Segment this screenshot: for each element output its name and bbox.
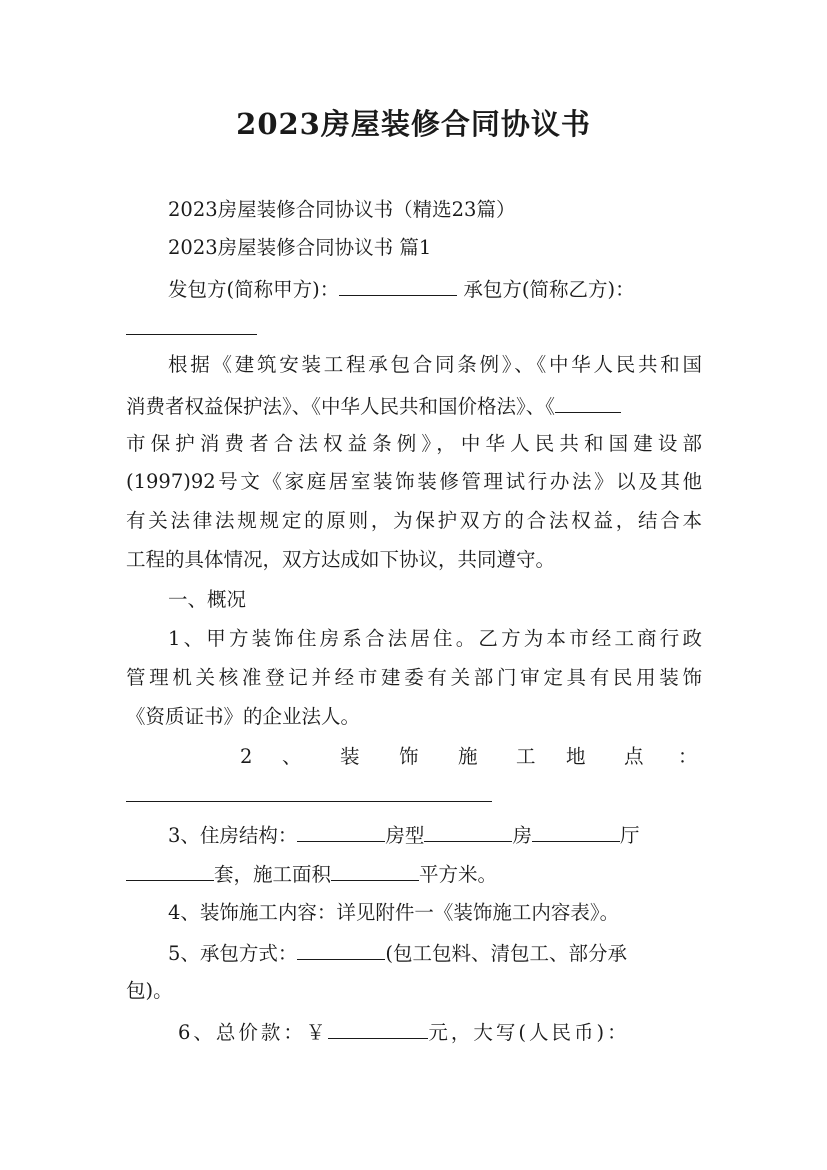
clause5-line-1: 5、承包方式： (包工包料、清包工、部分承 xyxy=(168,937,702,969)
clause2-char: 点 xyxy=(624,745,644,768)
document-subtitle: 2023房屋装修合同协议书（精选23篇） xyxy=(168,198,516,221)
total-price-blank xyxy=(328,1016,428,1039)
clause3-line-1: 3、住房结构： 房型 房 厅 xyxy=(168,819,708,851)
clause1-line-3: 《资质证书》的企业法人。 xyxy=(126,705,361,728)
document-title: 2023房屋装修合同协议书 xyxy=(236,107,591,141)
clause2-char: 2 xyxy=(240,745,253,768)
preamble-line-1: 根据《建筑安装工程承包合同条例》、《中华人民共和国 xyxy=(168,353,702,376)
preamble-line-2: 消费者权益保护法》、《中华人民共和国价格法》、《 xyxy=(126,390,702,422)
clause2-char: 地 xyxy=(566,745,586,768)
contractor-label: 承包方(简称乙方)： xyxy=(463,278,635,301)
clause2-char: 施 xyxy=(458,745,478,768)
clause2-char: 、 xyxy=(282,745,302,768)
clause2-char: ： xyxy=(678,745,698,768)
parties-line xyxy=(168,273,744,305)
clause1-line-2: 管理机关核准登记并经市建委有关部门审定具有民用装饰 xyxy=(126,666,702,689)
clause5-line-2: 包)。 xyxy=(126,979,173,1002)
part-heading: 2023房屋装修合同协议书 篇1 xyxy=(168,236,432,259)
clause2-line xyxy=(0,742,827,772)
section1-heading: 一、概况 xyxy=(168,588,247,611)
sets-blank xyxy=(126,858,214,881)
city-blank xyxy=(555,390,621,413)
clause6-line: 6、总价款：￥ 元，大写(人民币)： xyxy=(178,1016,704,1048)
preamble-line-3: 市保护消费者合法权益条例》，中华人民共和国建设部 xyxy=(126,432,702,455)
clause2-char: 工 xyxy=(516,745,536,768)
clause1-line-1: 1、甲方装饰住房系合法居住。乙方为本市经工商行政 xyxy=(168,627,702,650)
rooms-blank xyxy=(424,819,512,842)
preamble-line-5: 有关法律法规规定的原则，为保护双方的合法权益，结合本 xyxy=(126,509,702,532)
employer-blank xyxy=(339,273,457,296)
clause2-char: 饰 xyxy=(399,745,419,768)
structure-blank xyxy=(297,819,385,842)
clause3-line-2: 套，施工面积 平方米。 xyxy=(126,858,702,890)
clause4-line: 4、装饰施工内容：详见附件一《装饰施工内容表》。 xyxy=(168,901,620,924)
employer-label: 发包方(简称甲方)： xyxy=(168,278,340,301)
clause2-char: 装 xyxy=(340,745,360,768)
address-blank xyxy=(126,801,492,802)
halls-blank xyxy=(532,819,620,842)
area-blank xyxy=(331,858,419,881)
contract-mode-blank xyxy=(297,937,385,960)
contractor-blank xyxy=(126,334,257,335)
preamble-line-6: 工程的具体情况，双方达成如下协议，共同遵守。 xyxy=(126,548,556,571)
preamble-line-4: (1997)92号文《家庭居室装饰装修管理试行办法》以及其他 xyxy=(126,470,702,493)
